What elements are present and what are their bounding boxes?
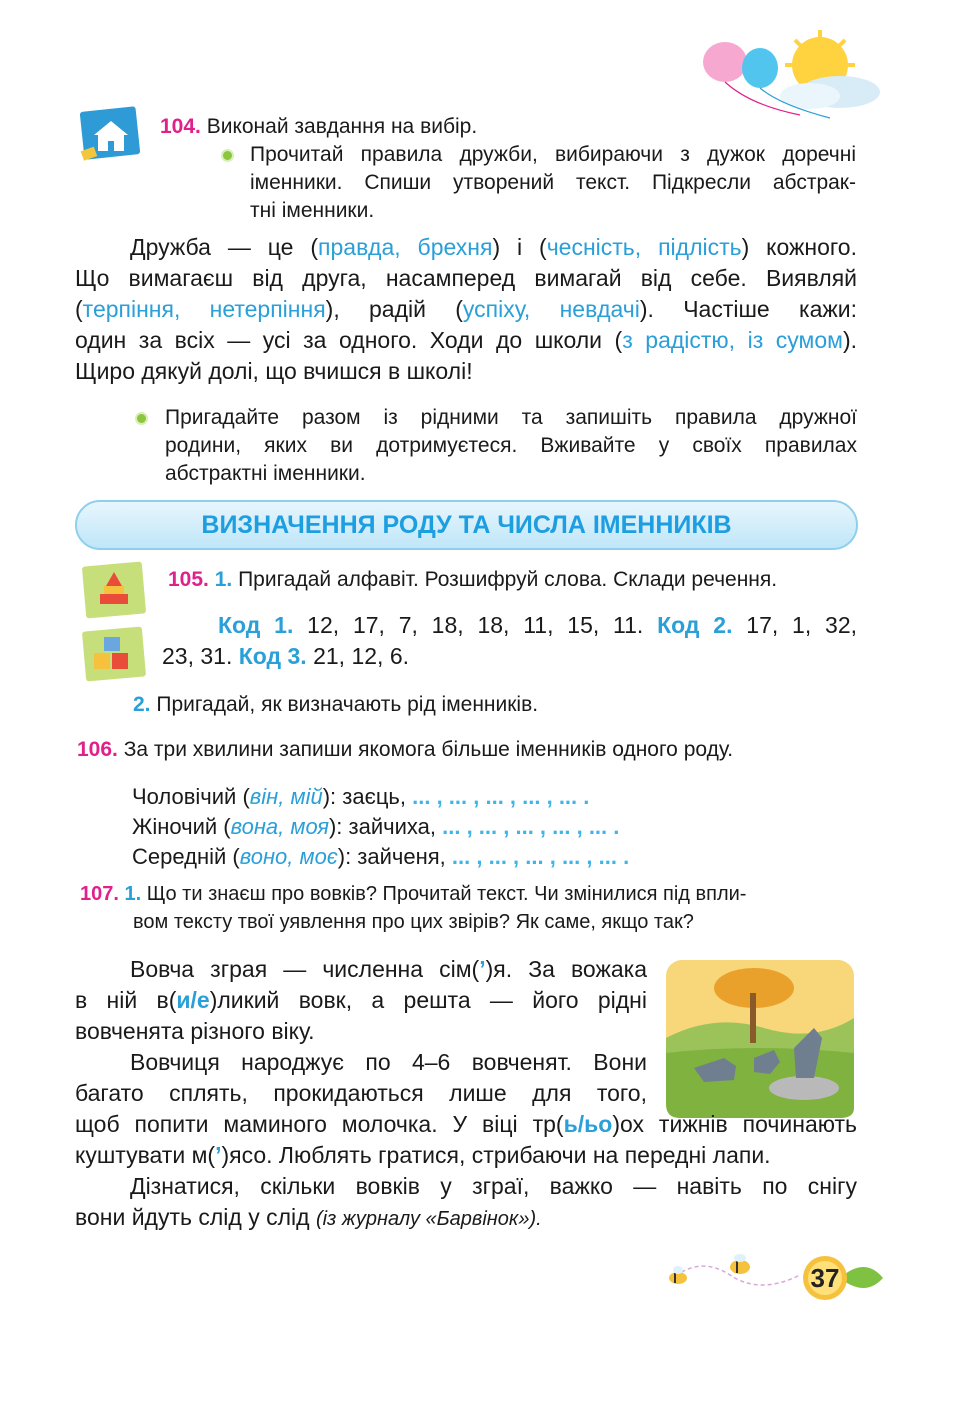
text: )ясо. Люблять гратися, стрибаючи на передні лапи. xyxy=(221,1142,771,1168)
text-line: багато сплять, прокидаються лише для того, xyxy=(75,1080,647,1106)
text-line xyxy=(75,985,647,1016)
text: ) кожного. xyxy=(741,234,857,260)
letter-choice: ь/ьо xyxy=(563,1111,613,1137)
ex104-number: 104. xyxy=(160,115,201,138)
blocks-toy-icon xyxy=(80,625,150,683)
ex106-task xyxy=(77,736,733,764)
text: ( xyxy=(75,296,83,322)
text: ): заєць, xyxy=(322,784,406,809)
blanks: ... , ... , ... , ... , ... . xyxy=(451,844,630,869)
ex105-part2-number: 2. xyxy=(133,693,151,716)
ex105-part2 xyxy=(133,691,538,719)
source-citation: (із журналу «Барвінок»). xyxy=(315,1208,542,1230)
ex104-task-text: Виконай завдання на вибір. xyxy=(206,115,478,138)
ex104-sub2-line: Пригадайте разом із рідними та запишіть правила дружної xyxy=(165,406,857,429)
text: ) і ( xyxy=(492,234,547,260)
ex104-sub1 xyxy=(250,141,856,225)
section-heading-text: ВИЗНАЧЕННЯ РОДУ ТА ЧИСЛА ІМЕННИКІВ xyxy=(201,511,732,539)
ex107-task-text: Що ти знаєш про вовків? Прочитай текст. Чи змінилися під впли- xyxy=(146,883,747,905)
ex105-part2-text: Пригадай, як визначають рід іменників. xyxy=(156,693,539,716)
code3-label: Код 3. xyxy=(238,643,307,669)
bullet-icon xyxy=(135,412,148,425)
ex107-text xyxy=(75,954,857,1235)
choice: успіху, невдачі xyxy=(462,296,640,322)
ex104-task xyxy=(160,113,477,141)
text: ): зайчиха, xyxy=(328,814,436,839)
pronouns: вона, моя xyxy=(230,814,329,839)
text: щоб попити маминого молочка. У віці тр( xyxy=(75,1111,564,1137)
ex107-part1-number: 1. xyxy=(124,883,142,905)
bullet-icon xyxy=(221,149,234,162)
ex107-task-line xyxy=(80,880,746,908)
ex106-rows xyxy=(132,782,629,872)
ex104-sub2-line: абстрактні іменники. xyxy=(165,462,366,485)
balloons-sun-decoration xyxy=(690,30,900,125)
code2-values: 17, 1, 32, xyxy=(746,612,857,638)
text: один за всіх — усі за одного. Ходи до школи ( xyxy=(75,327,623,353)
ex104-sub2 xyxy=(165,404,857,488)
text: Дружба — це ( xyxy=(130,234,319,260)
text: Чоловічий ( xyxy=(132,784,250,809)
ex106-number: 106. xyxy=(77,738,118,761)
text-line: Дізнатися, скільки вовків у зграї, важко — навіть по снігу xyxy=(130,1173,857,1199)
bee-icon xyxy=(730,1254,750,1274)
apostrophe: ’ xyxy=(215,1142,222,1168)
ex104-sub2-line: родини, яких ви дотримуєтеся. Вживайте у своїх правилах xyxy=(165,434,857,457)
text-line xyxy=(75,954,647,985)
gender-row xyxy=(132,812,629,842)
text: )ох тижнів починають xyxy=(612,1111,857,1137)
text: )я. За вожака xyxy=(485,956,647,982)
ex107-task xyxy=(80,880,746,936)
house-icon xyxy=(78,105,144,163)
choice: з радістю, із сумом xyxy=(622,327,843,353)
gender-row xyxy=(132,782,629,812)
ex104-sub1-line: іменники. Спиши утворений текст. Підкресли абстрак- xyxy=(250,171,856,194)
pronouns: він, мій xyxy=(249,784,323,809)
text: ). Частіше кажи: xyxy=(639,296,858,322)
code1-label: Код 1. xyxy=(218,612,294,638)
ex105-number: 105. xyxy=(168,568,209,591)
text-line: Вовчиця народжує по 4–6 вовченят. Вони xyxy=(130,1049,647,1075)
text: ). xyxy=(842,327,857,353)
text-line xyxy=(75,1140,857,1171)
text: вони йдуть слід у слід xyxy=(75,1204,310,1230)
ex104-sub1-line: Прочитай правила дружби, вибираючи з дужок доречні xyxy=(250,143,856,166)
choice: чесність, підлість xyxy=(546,234,742,260)
text: )ликий вовк, а решта — його рідні xyxy=(209,987,647,1013)
text: Середній ( xyxy=(132,844,240,869)
ex104-sub1-line: тні іменники. xyxy=(250,199,375,222)
letter-choice: и/е xyxy=(176,987,210,1013)
text: ): зайченя, xyxy=(337,844,446,869)
text-line: Що вимагаєш від друга, насамперед вимагай від себе. Виявляй xyxy=(75,265,857,291)
code3-values: 21, 12, 6. xyxy=(313,643,410,669)
blanks: ... , ... , ... , ... , ... . xyxy=(442,814,620,839)
gender-row xyxy=(132,842,629,872)
blue-balloon xyxy=(742,48,778,88)
blanks: ... , ... , ... , ... , ... . xyxy=(412,784,590,809)
ex105-codes xyxy=(162,610,857,672)
text-line xyxy=(75,325,857,356)
text-line: Щиро дякуй долі, що вчишся в школі! xyxy=(75,358,473,384)
text-line xyxy=(75,1109,857,1140)
code1-values: 12, 17, 7, 18, 18, 11, 15, 11. xyxy=(307,612,644,638)
code2-values-cont: 23, 31. xyxy=(162,643,233,669)
ex104-text xyxy=(75,232,857,387)
text-line xyxy=(75,232,857,263)
ex105-task xyxy=(168,566,777,594)
bee-icon xyxy=(669,1266,687,1284)
ex105-part1-text: Пригадай алфавіт. Розшифруй слова. Склади речення. xyxy=(238,568,778,591)
ex106-task-text: За три хвилини запиши якомога більше іменників одного роду. xyxy=(123,738,734,761)
ex107-number: 107. xyxy=(80,883,119,905)
text-line: вовченята різного віку. xyxy=(75,1018,315,1044)
bees-decoration xyxy=(660,1245,810,1305)
text: Вовча зграя — численна сім( xyxy=(130,956,480,982)
page-number: 37 xyxy=(810,1263,840,1293)
pyramid-toy-icon xyxy=(80,560,150,620)
ex105-part1-number: 1. xyxy=(214,568,233,591)
choice: правда, брехня xyxy=(318,234,493,260)
pink-balloon xyxy=(703,42,747,82)
text-line xyxy=(75,1202,857,1235)
code2-label: Код 2. xyxy=(657,612,733,638)
ex107-task-line: вом тексту твої уявлення про цих звірів? Як саме, якщо так? xyxy=(133,911,694,933)
pronouns: воно, моє xyxy=(239,844,338,869)
text-line xyxy=(75,294,857,325)
choice: терпіння, нетерпіння xyxy=(82,296,326,322)
code-line xyxy=(162,641,857,672)
section-heading xyxy=(75,500,858,550)
code-line xyxy=(162,610,857,641)
text: ), радій ( xyxy=(325,296,463,322)
text: в ній в( xyxy=(75,987,177,1013)
text: Жіночий ( xyxy=(132,814,231,839)
text: куштувати м( xyxy=(75,1142,216,1168)
apostrophe: ’ xyxy=(479,956,486,982)
